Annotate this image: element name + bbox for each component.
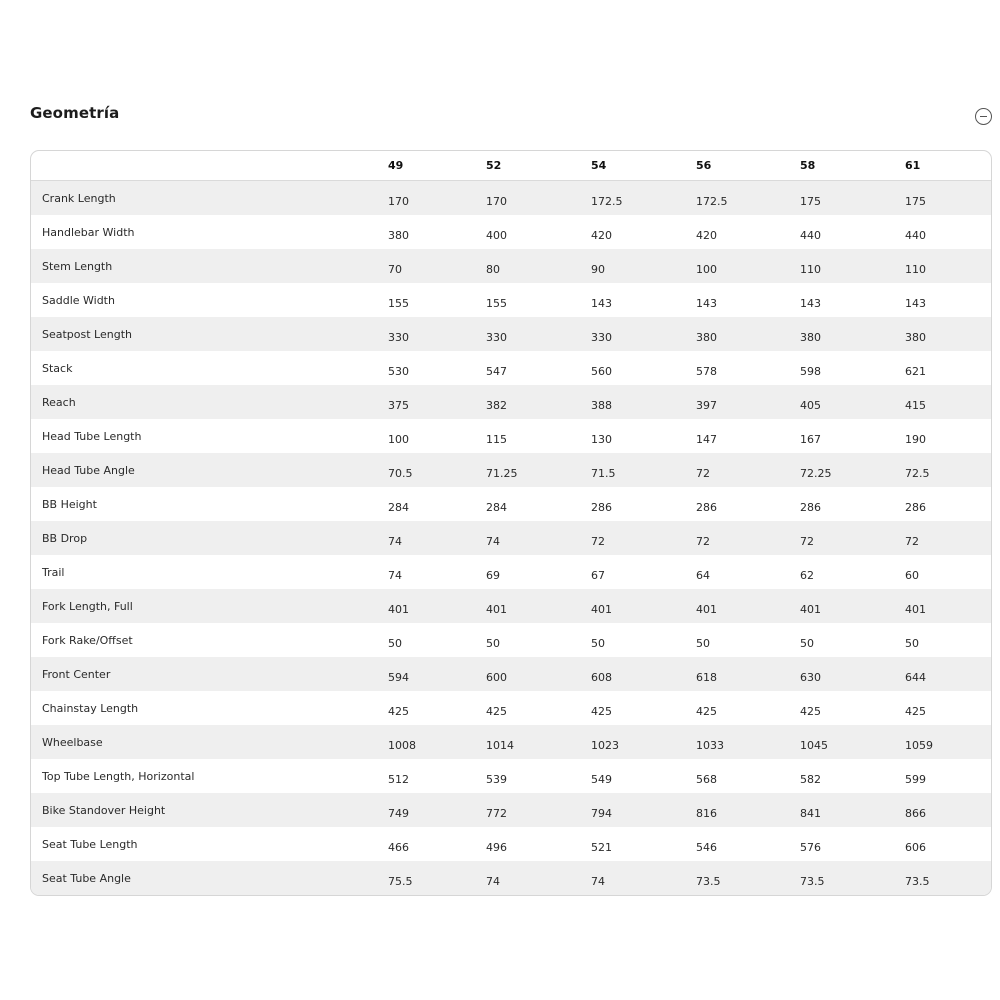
table-cell: 401 [388,603,409,616]
table-cell: 382 [486,399,507,412]
table-row [31,487,991,521]
table-cell: 100 [696,263,717,276]
table-cell: 170 [486,195,507,208]
table-cell: 190 [905,433,926,446]
table-cell: 380 [800,331,821,344]
table-cell: 630 [800,671,821,684]
table-cell: 50 [388,637,402,650]
table-cell: 576 [800,841,821,854]
table-row [31,691,991,725]
table-cell: 155 [388,297,409,310]
row-label: BB Height [42,498,97,511]
table-row [31,827,991,861]
table-cell: 401 [696,603,717,616]
table-cell: 72 [696,467,710,480]
table-cell: 69 [486,569,500,582]
table-cell: 155 [486,297,507,310]
table-cell: 594 [388,671,409,684]
table-row [31,725,991,759]
table-cell: 330 [591,331,612,344]
table-cell: 401 [486,603,507,616]
row-label: Crank Length [42,192,116,205]
table-cell: 582 [800,773,821,786]
table-row [31,419,991,453]
table-cell: 73.5 [800,875,825,888]
table-cell: 130 [591,433,612,446]
table-cell: 330 [388,331,409,344]
table-cell: 375 [388,399,409,412]
size-header: 52 [486,159,502,172]
row-label: Wheelbase [42,736,103,749]
table-row [31,453,991,487]
size-header: 49 [388,159,404,172]
table-cell: 172.5 [696,195,728,208]
table-cell: 560 [591,365,612,378]
table-row [31,521,991,555]
table-cell: 466 [388,841,409,854]
table-cell: 115 [486,433,507,446]
table-cell: 75.5 [388,875,413,888]
table-cell: 71.5 [591,467,616,480]
table-cell: 772 [486,807,507,820]
row-label: Stem Length [42,260,113,273]
table-cell: 330 [486,331,507,344]
table-cell: 80 [486,263,500,276]
table-cell: 74 [486,535,500,548]
table-cell: 420 [591,229,612,242]
row-label: Fork Length, Full [42,600,133,613]
table-row [31,555,991,589]
table-cell: 74 [388,535,402,548]
table-cell: 425 [388,705,409,718]
table-cell: 1045 [800,739,828,752]
table-cell: 425 [696,705,717,718]
table-cell: 546 [696,841,717,854]
geometry-table [30,150,992,896]
row-label: Seat Tube Length [42,838,138,851]
table-cell: 74 [388,569,402,582]
table-cell: 397 [696,399,717,412]
table-cell: 405 [800,399,821,412]
table-cell: 143 [591,297,612,310]
table-cell: 425 [800,705,821,718]
table-cell: 286 [591,501,612,514]
row-label: Fork Rake/Offset [42,634,133,647]
row-label: Seat Tube Angle [42,872,131,885]
table-cell: 143 [696,297,717,310]
table-cell: 284 [388,501,409,514]
table-cell: 440 [800,229,821,242]
table-cell: 521 [591,841,612,854]
table-cell: 440 [905,229,926,242]
table-cell: 401 [905,603,926,616]
table-cell: 547 [486,365,507,378]
table-cell: 401 [800,603,821,616]
table-cell: 425 [905,705,926,718]
table-cell: 50 [905,637,919,650]
table-cell: 380 [388,229,409,242]
table-row [31,317,991,351]
table-cell: 1059 [905,739,933,752]
table-cell: 496 [486,841,507,854]
table-cell: 1033 [696,739,724,752]
table-cell: 512 [388,773,409,786]
row-label: Bike Standover Height [42,804,166,817]
table-cell: 618 [696,671,717,684]
table-cell: 50 [591,637,605,650]
table-cell: 72 [696,535,710,548]
size-header: 56 [696,159,712,172]
row-label: Head Tube Angle [42,464,135,477]
table-cell: 608 [591,671,612,684]
table-cell: 794 [591,807,612,820]
table-cell: 172.5 [591,195,623,208]
size-header: 54 [591,159,607,172]
table-row [31,181,991,215]
table-cell: 167 [800,433,821,446]
table-cell: 64 [696,569,710,582]
table-cell: 72.25 [800,467,832,480]
table-cell: 599 [905,773,926,786]
table-cell: 71.25 [486,467,518,480]
row-label: Chainstay Length [42,702,139,715]
table-cell: 1023 [591,739,619,752]
table-cell: 100 [388,433,409,446]
table-cell: 175 [800,195,821,208]
table-cell: 50 [800,637,814,650]
table-cell: 549 [591,773,612,786]
table-cell: 72 [905,535,919,548]
table-cell: 539 [486,773,507,786]
section-title: Geometría [30,104,120,122]
table-cell: 60 [905,569,919,582]
table-cell: 72.5 [905,467,930,480]
row-label: Reach [42,396,76,409]
size-header: 61 [905,159,921,172]
table-cell: 380 [696,331,717,344]
table-cell: 70.5 [388,467,413,480]
table-cell: 388 [591,399,612,412]
table-cell: 74 [591,875,605,888]
collapse-icon[interactable] [975,108,992,125]
table-cell: 50 [486,637,500,650]
table-cell: 606 [905,841,926,854]
row-label: Top Tube Length, Horizontal [42,770,195,783]
table-cell: 70 [388,263,402,276]
table-row [31,351,991,385]
row-label: Stack [42,362,73,375]
table-row [31,759,991,793]
table-cell: 110 [800,263,821,276]
table-cell: 420 [696,229,717,242]
table-cell: 749 [388,807,409,820]
table-cell: 110 [905,263,926,276]
table-cell: 286 [800,501,821,514]
table-row [31,861,991,895]
row-label: Handlebar Width [42,226,135,239]
table-cell: 74 [486,875,500,888]
table-row [31,623,991,657]
table-cell: 143 [800,297,821,310]
table-cell: 1014 [486,739,514,752]
table-cell: 530 [388,365,409,378]
row-label: BB Drop [42,532,88,545]
table-cell: 568 [696,773,717,786]
row-label: Front Center [42,668,111,681]
table-cell: 841 [800,807,821,820]
table-cell: 50 [696,637,710,650]
table-cell: 170 [388,195,409,208]
table-cell: 73.5 [696,875,721,888]
table-cell: 72 [591,535,605,548]
table-cell: 816 [696,807,717,820]
table-row [31,793,991,827]
row-label: Head Tube Length [42,430,142,443]
table-cell: 425 [486,705,507,718]
table-header-row [31,151,991,181]
table-cell: 286 [696,501,717,514]
row-label: Trail [42,566,65,579]
table-cell: 67 [591,569,605,582]
row-label: Seatpost Length [42,328,132,341]
table-row [31,215,991,249]
table-cell: 400 [486,229,507,242]
table-cell: 147 [696,433,717,446]
table-row [31,385,991,419]
table-cell: 284 [486,501,507,514]
table-cell: 62 [800,569,814,582]
table-row [31,249,991,283]
table-cell: 143 [905,297,926,310]
table-cell: 1008 [388,739,416,752]
table-cell: 286 [905,501,926,514]
table-row [31,589,991,623]
table-cell: 415 [905,399,926,412]
size-header: 58 [800,159,816,172]
table-cell: 72 [800,535,814,548]
table-cell: 644 [905,671,926,684]
table-row [31,283,991,317]
table-cell: 425 [591,705,612,718]
table-cell: 621 [905,365,926,378]
table-cell: 401 [591,603,612,616]
table-cell: 600 [486,671,507,684]
table-cell: 90 [591,263,605,276]
table-cell: 73.5 [905,875,930,888]
table-cell: 175 [905,195,926,208]
table-cell: 380 [905,331,926,344]
table-row [31,657,991,691]
table-cell: 866 [905,807,926,820]
row-label: Saddle Width [42,294,115,307]
table-cell: 578 [696,365,717,378]
table-cell: 598 [800,365,821,378]
